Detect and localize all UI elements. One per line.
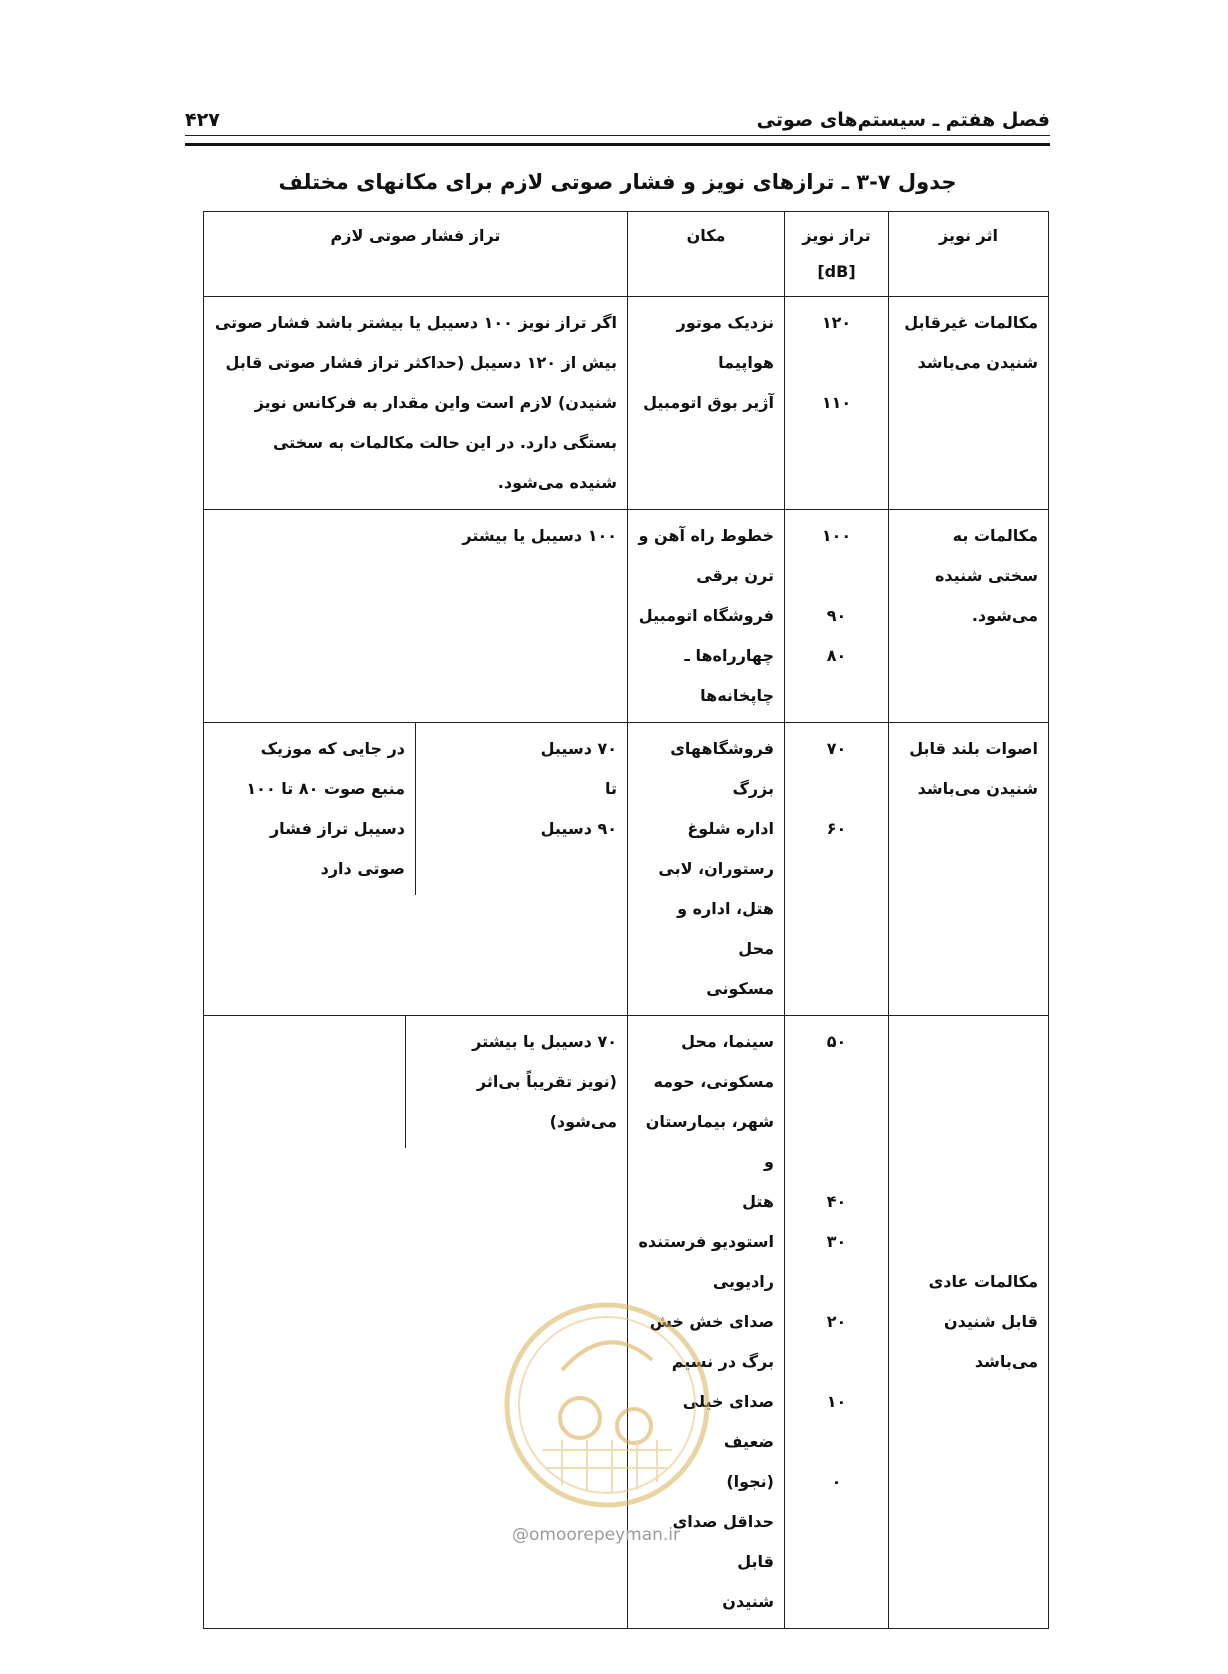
level-value: ۱۰۰ [821, 526, 852, 545]
required-line: (نویز تقریباً بی‌اثر [476, 1072, 617, 1091]
place-line: آژیر بوق اتومبیل [643, 393, 774, 412]
level-value: ۲۰ [826, 1312, 847, 1331]
header-rule-thick [185, 143, 1050, 146]
level-cell [785, 297, 889, 510]
header-required: تراز فشار صوتی لازم [204, 212, 628, 297]
level-value: ۶۰ [826, 819, 847, 838]
required-line: شنیده می‌شود. [497, 473, 617, 492]
table-row [204, 510, 1049, 723]
place-line: مسکونی [706, 979, 774, 998]
place-line: هتل [742, 1192, 774, 1211]
level-value: ۱۰ [826, 1392, 847, 1411]
place-line: صدای خش خش [649, 1312, 774, 1331]
place-line: نزدیک موتور [676, 313, 774, 332]
place-line: رادیویی [712, 1272, 774, 1291]
place-line: فروشگاههای بزرگ [670, 739, 774, 798]
header-level-label: تراز نویز [802, 226, 871, 245]
place-line: مسکونی، حومه [653, 1072, 774, 1091]
place-cell [628, 297, 785, 510]
required-line: ۷۰ دسیبل [540, 739, 617, 758]
required-cell [204, 723, 628, 1016]
running-title: فصل هفتم ـ سیستم‌های صوتی [756, 109, 1050, 131]
page-header [185, 103, 1050, 145]
required-line: منبع صوت ۸۰ تا ۱۰۰ [246, 779, 405, 798]
place-line: استودیو فرستنده [638, 1232, 774, 1251]
place-line: فروشگاه اتومبیل [638, 606, 774, 625]
required-line: صوتی دارد [320, 859, 405, 878]
required-cell [204, 510, 628, 723]
place-line: رستوران، لابی [658, 859, 774, 878]
level-cell [785, 510, 889, 723]
level-value: ۸۰ [826, 646, 847, 665]
place-line: اداره شلوغ [687, 819, 774, 838]
required-line: در جایی که موزیک [260, 739, 405, 758]
place-line: چهارراه‌ها ـ [684, 646, 774, 665]
required-empty [204, 1016, 406, 1148]
level-cell [785, 723, 889, 1016]
required-range [416, 723, 627, 895]
place-line: برگ در نسیم [671, 1352, 774, 1371]
required-line: تا [604, 779, 617, 798]
watermark-site-label: @omoorepeyman.ir [512, 1525, 681, 1545]
level-value: ۱۲۰ [821, 313, 852, 332]
place-line: چاپخانه‌ها [700, 686, 774, 705]
header-level [785, 212, 889, 297]
place-line: هتل، اداره و محل [677, 899, 774, 958]
place-cell [628, 510, 785, 723]
required-cell [204, 297, 628, 510]
effect-cell: اصوات بلند قابل شنیدن می‌باشد [889, 723, 1049, 1016]
place-line: ترن برقی [696, 566, 774, 585]
required-line: ۱۰۰ دسیبل یا بیشتر [462, 526, 617, 545]
effect-cell: مکالمات به سختی شنیده می‌شود. [889, 510, 1049, 723]
table-caption: جدول ۷-۳ ـ ترازهای نویز و فشار صوتی لازم برای مکانهای مختلف [278, 170, 957, 194]
required-line: شنیدن) لازم است واین مقدار به فرکانس نویز [254, 393, 617, 412]
place-line: خطوط راه آهن و [638, 526, 774, 545]
place-line: شنیدن [722, 1592, 774, 1611]
page-number: ۴۲۷ [185, 109, 220, 131]
header-rule-thin [185, 135, 1050, 136]
required-line: بستگی دارد. در این حالت مکالمات به سختی [272, 433, 617, 452]
place-line: هواپیما [718, 353, 774, 372]
required-line: اگر تراز نویز ۱۰۰ دسیبل یا بیشتر باشد فشار صوتی [214, 313, 617, 332]
level-value: ۵۰ [826, 1032, 847, 1051]
place-cell [628, 723, 785, 1016]
required-line: بیش از ۱۲۰ دسیبل (حداکثر تراز فشار صوتی قابل [225, 353, 617, 372]
effect-cell: مکالمات عادی قابل شنیدن می‌باشد [889, 1016, 1049, 1629]
place-line: حداقل صدای قابل [672, 1512, 774, 1571]
level-value: ۷۰ [826, 739, 847, 758]
place-line: (نجوا) [726, 1472, 774, 1491]
level-value: ۹۰ [826, 606, 847, 625]
table-row [204, 297, 1049, 510]
header-place: مکان [628, 212, 785, 297]
required-range [406, 1016, 627, 1148]
header-effect: اثر نویز [889, 212, 1049, 297]
place-line: شهر، بیمارستان و [645, 1112, 774, 1171]
table-row [204, 723, 1049, 1016]
level-value: ۳۰ [826, 1232, 847, 1251]
level-value: ۱۱۰ [821, 393, 852, 412]
effect-cell: مکالمات غیرقابل شنیدن می‌باشد [889, 297, 1049, 510]
required-line: ۷۰ دسیبل یا بیشتر [472, 1032, 617, 1051]
watermark-seal-icon [502, 1300, 712, 1510]
required-line: می‌شود) [549, 1112, 617, 1131]
required-line: دسیبل تراز فشار [269, 819, 405, 838]
required-note [204, 723, 416, 895]
place-line: صدای خیلی ضعیف [682, 1392, 774, 1451]
level-cell [785, 1016, 889, 1629]
required-line: ۹۰ دسیبل [540, 819, 617, 838]
header-level-unit: [dB] [817, 262, 856, 281]
level-value: ۴۰ [826, 1192, 847, 1211]
table-header-row [204, 212, 1049, 297]
level-value: ۰ [831, 1472, 842, 1491]
place-line: سینما، محل [681, 1032, 774, 1051]
